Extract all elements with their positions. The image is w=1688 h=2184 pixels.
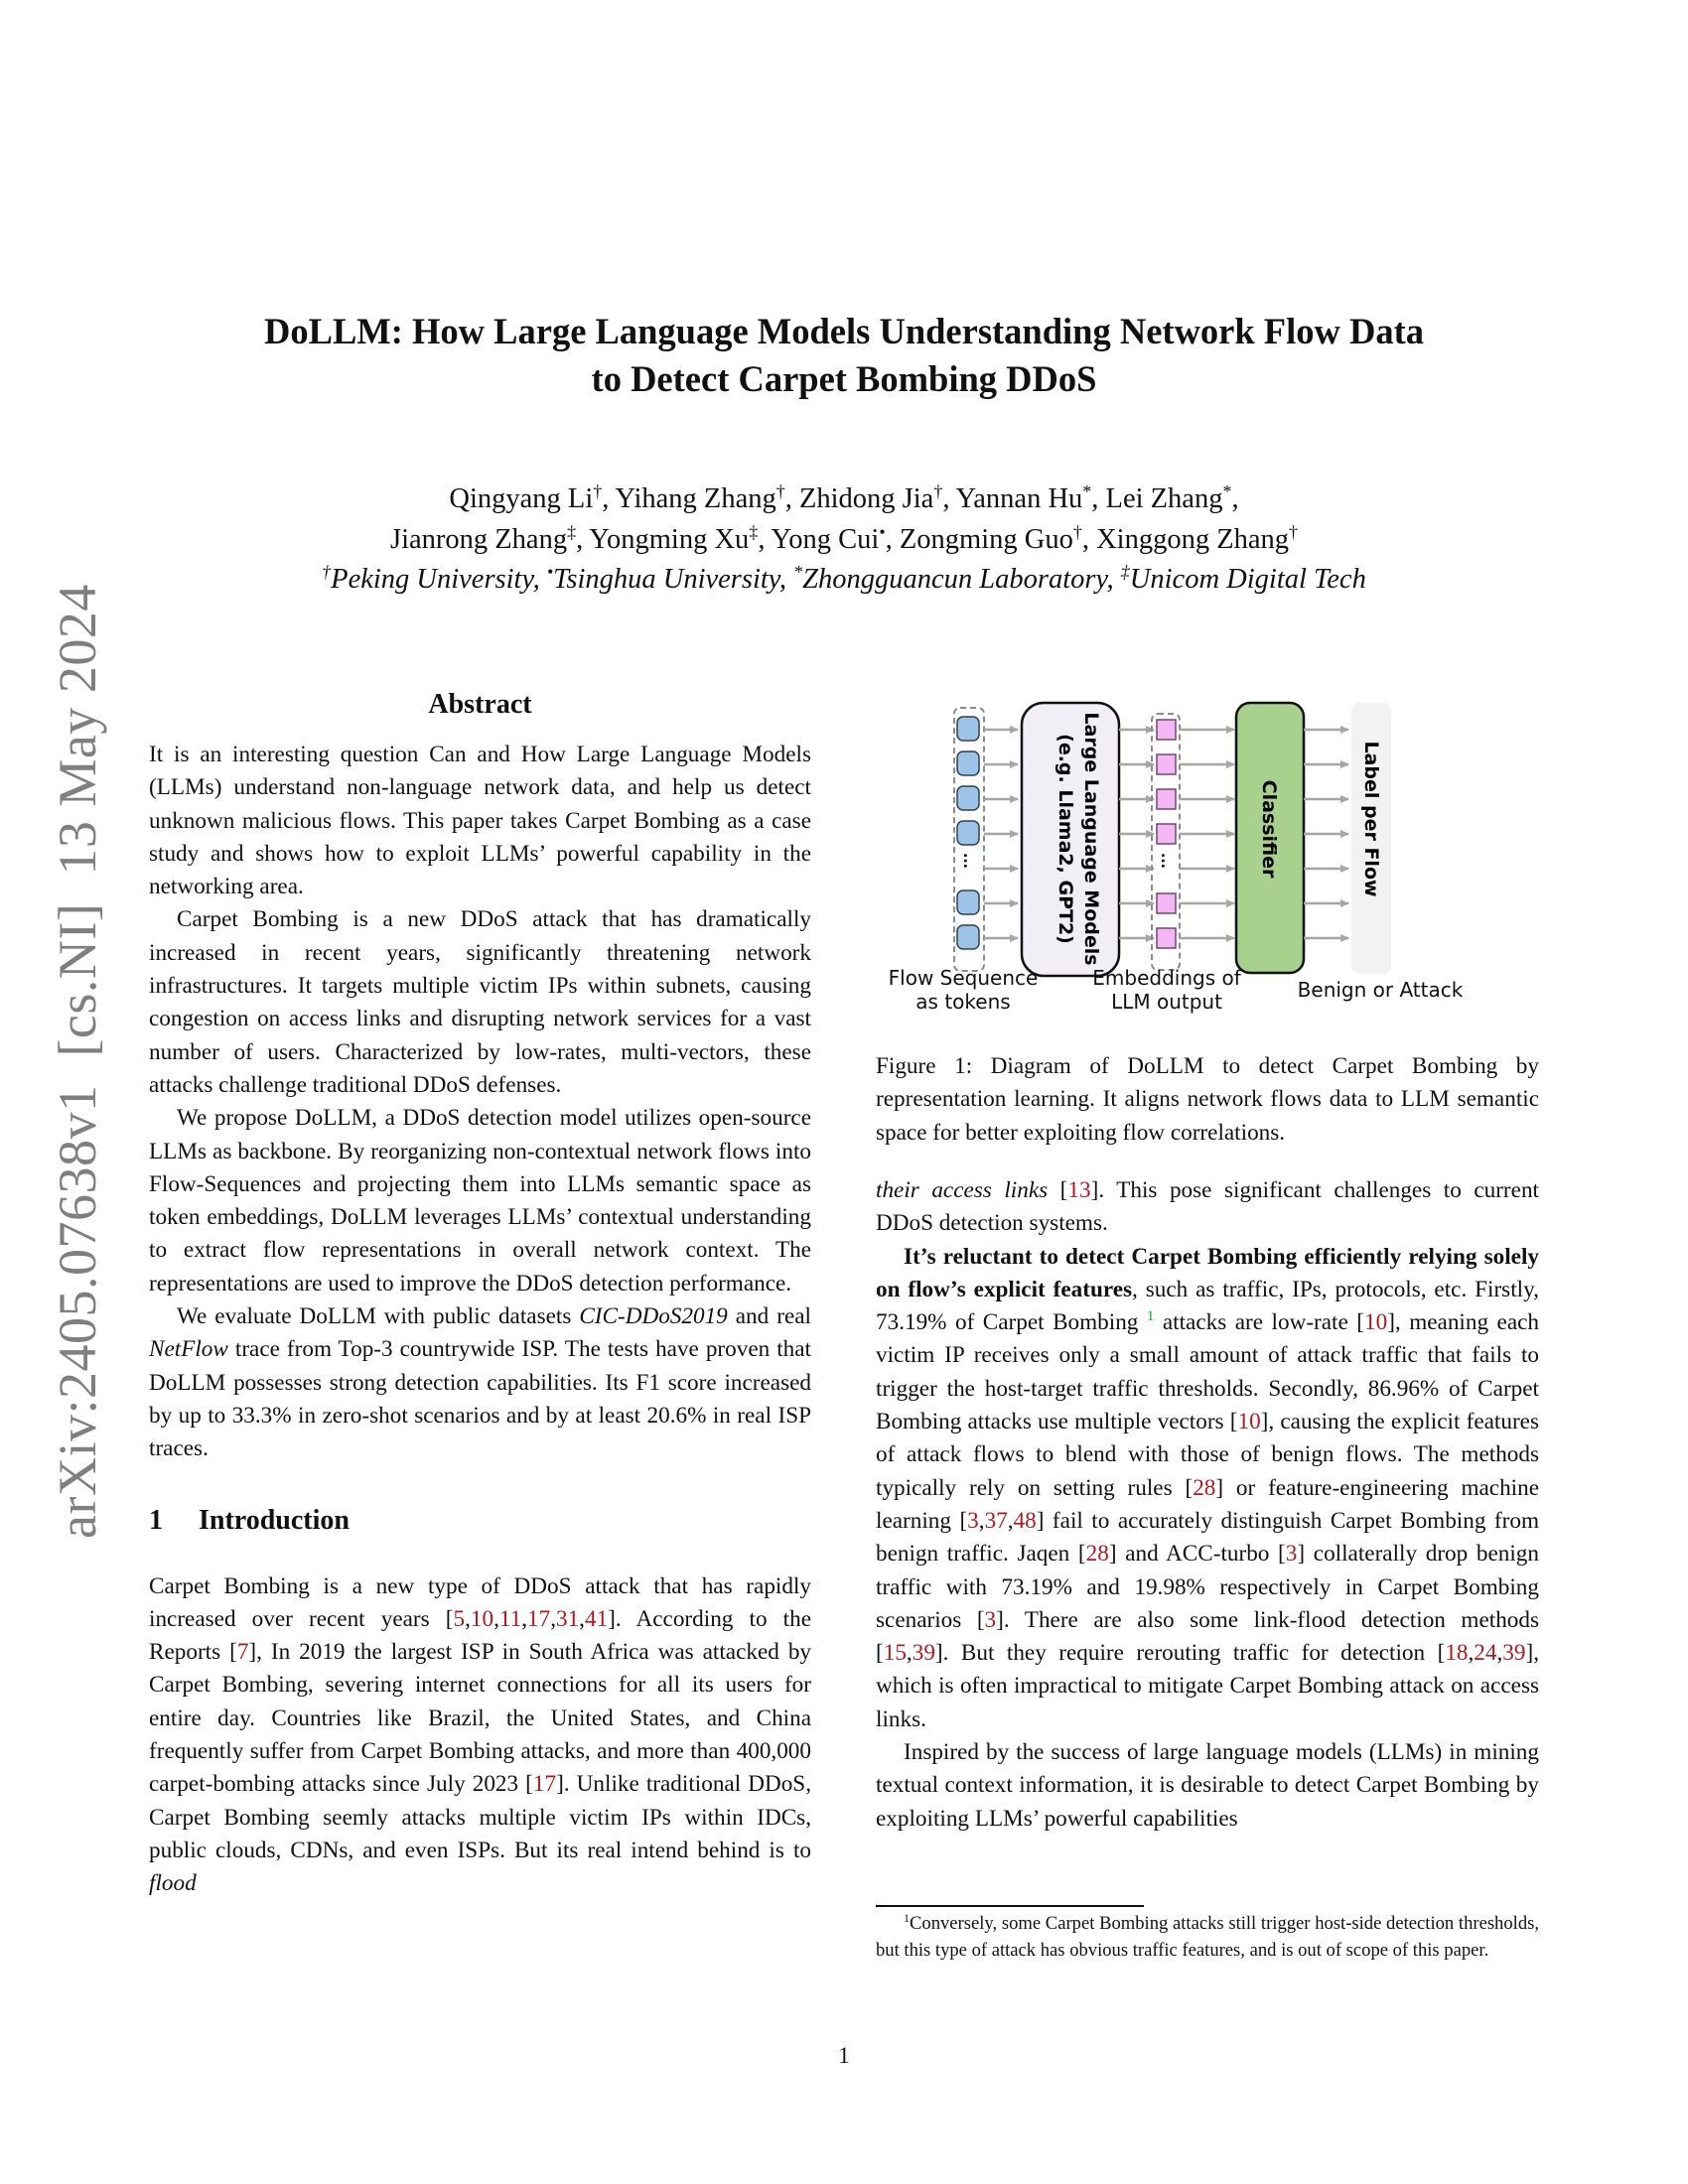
label-line: Embeddings of bbox=[1092, 966, 1241, 990]
text-run: ]. But they require rerouting traffic for detection [ bbox=[934, 1640, 1446, 1667]
label-line: as tokens bbox=[915, 990, 1011, 1014]
author-name: Zongming Guo bbox=[899, 524, 1073, 555]
citation-link[interactable]: 39 bbox=[1502, 1640, 1526, 1667]
affiliation-name: Peking University bbox=[331, 564, 533, 595]
citation-link[interactable]: 31 bbox=[555, 1605, 580, 1632]
llm-box-label-line1: Large Language Models bbox=[1080, 712, 1102, 966]
abstract-heading: Abstract bbox=[428, 689, 532, 720]
author-line-1: Qingyang Li†, Yihang Zhang†, Zhidong Jia†, Yannan Hu*, Lei Zhang*, bbox=[449, 481, 1239, 514]
embedding-to-classifier-arrows bbox=[1180, 730, 1234, 938]
text-run: We evaluate DoLLM with public datasets bbox=[177, 1303, 580, 1330]
introduction-paragraph-2: It’s reluctant to detect Carpet Bombing efficiently relying solely on flow’s explicit features, such as traffic, IPs, protocols, etc. Firstly, 73.19% of Carpet Bombing $^1$ attacks are low-rate [10], meaning each victim IP receives only a small amount of attack traffic that fails to trigger the host-target traffic thresholds. Secondly, 86.96% of Carpet Bombing attacks use multiple vectors [10], causing the explicit features of attack flows to blend with those of benign flows. The methods typically rely on setting rules [28] or feature-engineering machine learning [3,37,48] fail to accurately distinguish Carpet Bombing from benign traffic. Jaqen [28] and ACC-turbo [3] collaterally drop benign traffic with 73.19% and 19.98% respectively in Carpet Bombing scenarios [3]. There are also some link-flood detection methods [15,39]. But they require rerouting traffic for detection [18,24,39], which is often impractical to mitigate Carpet Bombing attack on access links. bbox=[876, 1243, 1540, 1732]
citation-link[interactable]: 18 bbox=[1445, 1640, 1469, 1667]
text-run: ], meaning each victim IP receives only a small amount of attack traffic that fails to trigger the host-target traffic thresholds. Secondly, 86.96% of Carpet Bombing attacks use multiple vectors [ bbox=[876, 1309, 1539, 1435]
text-run: ], In 2019 the largest ISP in South Africa was attacked by Carpet Bombing, severing internet connections for all its users for entire day. Countries like Brazil, the United States, and China frequently suffer from Carpet Bombing attacks, and more than 400,000 carpet-bombing attacks since July 2023 [ bbox=[149, 1639, 812, 1798]
text-run: ]. This pose significant challenges to current DDoS detection systems. bbox=[876, 1177, 1539, 1237]
affiliation-name: Unicom Digital Tech bbox=[1129, 564, 1366, 595]
introduction-paragraph-1: Carpet Bombing is a new type of DDoS attack that has rapidly increased over recent years [5,10,11,17,31,41]. According to the Reports [7], In 2019 the largest ISP in South Africa was attacked by Carpet Bombing, severing internet connections for all its users for entire day. Countries like Brazil, the United States, and China frequently suffer from Carpet Bombing attacks, and more than 400,000 carpet-bombing attacks since July 2023 [17]. Unlike traditional DDoS, Carpet Bombing seemly attacks multiple victim IPs within IDCs, public clouds, CDNs, and even ISPs. But its real intend behind is to flood bbox=[149, 1572, 812, 1897]
text-run: trace from Top-3 countrywide ISP. The tests have proven that DoLLM possesses strong detection capabilities. Its F1 score increased by up to 33.3% in zero-shot scenarios and by at least 20.6% in real ISP traces. bbox=[149, 1336, 811, 1462]
paper-title-line-1: DoLLM: How Large Language Models Understanding Network Flow Data bbox=[264, 311, 1424, 351]
citation-link[interactable]: 10 bbox=[1237, 1409, 1261, 1435]
author-name: Yannan Hu bbox=[955, 483, 1083, 514]
benign-or-attack-label: Benign or Attack bbox=[1297, 978, 1464, 1002]
label-line: Flow Sequence bbox=[888, 966, 1039, 990]
abstract-paragraph-4 bbox=[149, 1300, 811, 1465]
label-per-flow-text: Label per Flow bbox=[1360, 741, 1382, 897]
text-run: Carpet Bombing is a new type of DDoS attack that has rapidly increased over recent years [ bbox=[149, 1572, 811, 1632]
citation-link[interactable]: 5 bbox=[453, 1605, 466, 1632]
citation-link[interactable]: 11 bbox=[498, 1605, 522, 1632]
affiliation-mark: † bbox=[775, 481, 785, 501]
citation-link[interactable]: 39 bbox=[912, 1640, 935, 1667]
flow-token-icons bbox=[957, 717, 979, 949]
citation-link[interactable]: 7 bbox=[236, 1639, 249, 1666]
citation-link[interactable]: 3 bbox=[1285, 1541, 1298, 1568]
text-run: ]. According to the Reports [ bbox=[149, 1605, 811, 1666]
affiliation-mark: † bbox=[1072, 522, 1082, 542]
page-number: 1 bbox=[838, 2043, 850, 2068]
author-name: Yong Cui bbox=[771, 524, 880, 555]
author-name: Jianrong Zhang bbox=[389, 524, 568, 555]
citation-link[interactable]: 17 bbox=[527, 1605, 551, 1632]
affiliation-mark: • bbox=[546, 562, 554, 582]
citation-link[interactable]: 13 bbox=[1067, 1177, 1091, 1203]
classifier-to-output-arrows bbox=[1304, 730, 1348, 938]
citation-link[interactable]: 41 bbox=[584, 1605, 609, 1632]
author-name: Yongming Xu bbox=[589, 524, 750, 555]
text-run: ] and ACC-turbo [ bbox=[1108, 1541, 1286, 1568]
paper-title bbox=[149, 308, 1539, 403]
embeddings-label bbox=[1077, 966, 1256, 1014]
token-to-llm-arrows bbox=[984, 730, 1018, 938]
llm-box-label-line2: (e.g. Llama2, GPT2) bbox=[1055, 734, 1076, 944]
arxiv-identifier-stamp: arXiv:2405.07638v1 [cs.NI] 13 May 2024 bbox=[48, 584, 107, 1539]
paper-title-line-2: to Detect Carpet Bombing DDoS bbox=[591, 358, 1097, 399]
text-run: ] or feature-engineering machine learning [ bbox=[876, 1474, 1539, 1534]
citation-link[interactable]: 37 bbox=[984, 1507, 1008, 1534]
author-name: Lei Zhang bbox=[1105, 483, 1223, 514]
text-run: ] collaterally drop benign traffic with 73.19% and 19.98% respectively in Carpet Bombing scenarios [ bbox=[876, 1541, 1539, 1633]
affiliation-mark: ‡ bbox=[749, 522, 759, 542]
affiliation-mark: † bbox=[1289, 522, 1299, 542]
section-title: Introduction bbox=[199, 1504, 350, 1536]
footnote-marker-link[interactable]: 1 bbox=[1146, 1308, 1155, 1325]
svg-text:...: ... bbox=[960, 853, 976, 869]
affiliation-mark: † bbox=[593, 481, 603, 501]
author-name: Qingyang Li bbox=[449, 483, 594, 514]
citation-link[interactable]: 3 bbox=[984, 1606, 997, 1633]
footnote-mark: 1 bbox=[904, 1911, 910, 1925]
right-column bbox=[876, 1174, 1539, 1836]
text-run: ] fail to accurately distinguish Carpet Bombing from benign traffic. Jaqen [ bbox=[876, 1507, 1539, 1568]
text-run: ]. Unlike traditional DDoS, Carpet Bombing seemly attacks multiple victim IPs within IDCs, public clouds, CDNs, and even ISPs. But its real intend behind is to bbox=[149, 1771, 811, 1863]
citation-link[interactable]: 28 bbox=[1085, 1541, 1109, 1568]
affiliation-mark: * bbox=[793, 562, 803, 582]
text-run: attacks are low-rate [ bbox=[1154, 1309, 1364, 1336]
citation-link[interactable]: 28 bbox=[1193, 1474, 1216, 1501]
dataset-name: CIC-DDoS2019 bbox=[579, 1303, 728, 1330]
affiliation-mark: * bbox=[1222, 481, 1232, 501]
label-line: LLM output bbox=[1111, 990, 1222, 1014]
citation-link[interactable]: 48 bbox=[1013, 1507, 1037, 1534]
affiliation-mark: † bbox=[933, 481, 943, 501]
author-list bbox=[149, 478, 1539, 560]
author-name: Yihang Zhang bbox=[615, 483, 776, 514]
text-run: , such as traffic, IPs, protocols, etc. Firstly, 73.19% of Carpet Bombing bbox=[876, 1276, 1539, 1336]
affiliation-name: Zhongguancun Laboratory bbox=[802, 564, 1107, 595]
affiliation-mark: * bbox=[1082, 481, 1092, 501]
author-line-2: Jianrong Zhang‡, Yongming Xu‡, Yong Cui•, Zongming Guo†, Xinggong Zhang† bbox=[389, 522, 1299, 555]
author-name: Xinggong Zhang bbox=[1096, 524, 1290, 555]
bold-claim: It’s reluctant to detect Carpet Bombing efficiently relying solely on flow’s explicit features bbox=[876, 1243, 1539, 1302]
introduction-paragraph-1-continued bbox=[876, 1174, 1539, 1241]
llm-to-embedding-arrows bbox=[1119, 730, 1154, 938]
citation-link[interactable]: 3 bbox=[967, 1507, 979, 1534]
text-run: ], causing the explicit features of attack flows to blend with those of benign flows. The methods typically rely on setting rules [ bbox=[876, 1409, 1539, 1501]
abstract-paragraph-2: Carpet Bombing is a new DDoS attack that has dramatically increased in recent years, significantly threatening network infrastructures. It targets multiple victim IPs within subnets, causing congestion on access links and disrupting network services for a vast number of users. Characterized by low-rates, multi-vectors, these attacks challenge traditional DDoS defenses. bbox=[149, 906, 811, 1098]
emphasis-text: flood bbox=[149, 1870, 197, 1897]
citation-link[interactable]: 10 bbox=[1364, 1309, 1388, 1336]
abstract-paragraph-3: We propose DoLLM, a DDoS detection model utilizes open-source LLMs as backbone. By reorganizing non-contextual network flows into Flow-Sequences and projecting them into LLMs semantic space as token embeddings, DoLLM leverages LLMs’ contextual understanding to extract flow representations in overall network context. The representations are used to improve the DDoS detection performance. bbox=[149, 1105, 811, 1297]
citation-link[interactable]: 10 bbox=[470, 1605, 494, 1632]
text-run: and real bbox=[727, 1303, 811, 1330]
section-heading-introduction bbox=[149, 1503, 811, 1539]
svg-text:...: ... bbox=[1158, 853, 1174, 869]
flow-sequence-label bbox=[874, 966, 1053, 1014]
embedding-icons bbox=[1157, 720, 1176, 948]
affiliation-mark: † bbox=[322, 562, 332, 582]
section-number: 1 bbox=[149, 1504, 163, 1536]
text-run: [ bbox=[1048, 1177, 1068, 1203]
classifier-label: Classifier bbox=[1258, 779, 1280, 879]
footnote-divider bbox=[876, 1905, 1144, 1907]
text-run: ]. There are also some link-flood detection methods [ bbox=[876, 1606, 1540, 1667]
affiliation-mark: ‡ bbox=[567, 522, 577, 542]
emphasis-text: their access links bbox=[876, 1177, 1049, 1203]
dataset-name: NetFlow bbox=[149, 1336, 228, 1363]
footnote-1 bbox=[876, 1911, 1539, 1964]
figure-1-caption: Figure 1: Diagram of DoLLM to detect Carpet Bombing by representation learning. It aligns network flows data to LLM semantic space for better exploiting flow correlations. bbox=[876, 1053, 1539, 1146]
text-run: ], which is often impractical to mitigate Carpet Bombing attack on access links. bbox=[876, 1640, 1539, 1732]
abstract-paragraph-1: It is an interesting question Can and How Large Language Models (LLMs) understand non-language network data, and help us detect unknown malicious flows. This paper takes Carpet Bombing as a case study and shows how to exploit LLMs’ powerful capability in the networking area. bbox=[149, 742, 811, 900]
introduction-paragraph-3: Inspired by the success of large language models (LLMs) in mining textual context information, it is desirable to detect Carpet Bombing by exploiting LLMs’ powerful capabilities bbox=[876, 1739, 1539, 1832]
affiliation-list: †Peking University, •Tsinghua University, *Zhongguancun Laboratory, ‡Unicom Digital Tech bbox=[322, 562, 1366, 595]
author-name: Zhidong Jia bbox=[798, 483, 934, 514]
figure-1-diagram bbox=[874, 690, 1529, 1023]
left-column bbox=[149, 687, 811, 1901]
citation-link[interactable]: 17 bbox=[532, 1771, 557, 1798]
affiliation-mark: ‡ bbox=[1120, 562, 1130, 582]
footnote-text: Conversely, some Carpet Bombing attacks still trigger host-side detection thresholds, but this type of attack has obvious traffic features, and is out of scope of this paper. bbox=[876, 1913, 1539, 1961]
citation-link[interactable]: 24 bbox=[1474, 1640, 1497, 1667]
citation-link[interactable]: 15 bbox=[883, 1640, 907, 1667]
affiliation-name: Tsinghua University bbox=[553, 564, 779, 595]
affiliation-mark: • bbox=[879, 522, 886, 542]
